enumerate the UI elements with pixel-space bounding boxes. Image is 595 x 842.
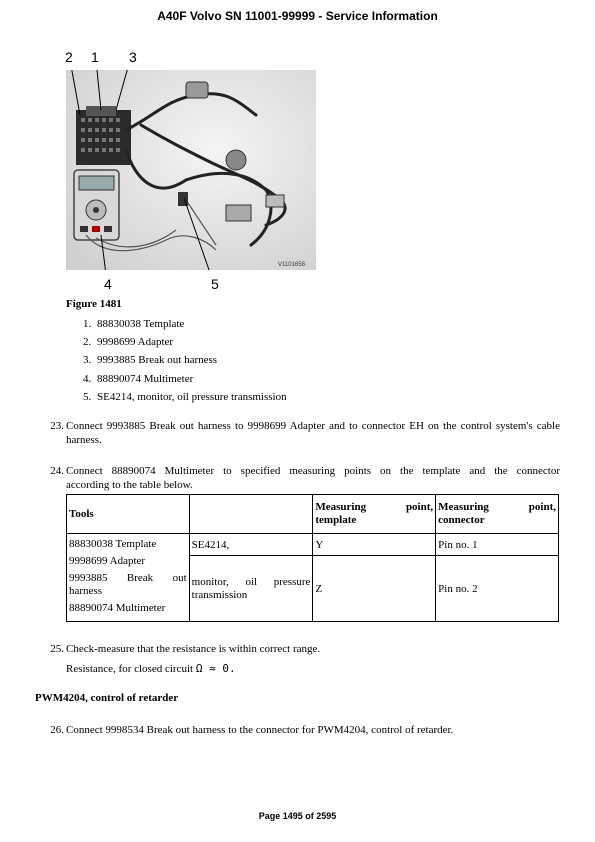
tools-table <box>66 494 559 622</box>
header-empty <box>189 495 313 534</box>
callout-3: 3 <box>129 49 137 65</box>
table-header-row <box>67 495 559 534</box>
step-23: 23. Connect 9993885 Break out harness to 9998699 Adapter and to connector EH on the control system's cable harness. <box>50 420 560 446</box>
figure-list-item: 3. 9993885 Break out harness <box>83 354 218 366</box>
template-point-1: Y <box>313 534 436 556</box>
wiring-photo <box>66 70 316 270</box>
figure-caption: Figure 1481 <box>66 298 122 310</box>
tool-item: 9998699 Adapter <box>69 555 146 567</box>
tool-item: 9993885 Break out harness <box>69 572 187 597</box>
tools-cell <box>67 534 190 622</box>
callout-2: 2 <box>65 49 73 65</box>
header-tools: Tools <box>67 495 190 534</box>
connector-point-1: Pin no. 1 <box>436 534 559 556</box>
callout-1: 1 <box>91 49 99 65</box>
tool-item: 88890074 Multimeter <box>69 602 166 614</box>
resistance-line: Resistance, for closed circuit Ω ≈ 0. <box>66 662 236 675</box>
template-block <box>76 106 131 165</box>
figure-list-item: 4. 88890074 Multimeter <box>83 373 194 385</box>
table-row <box>67 534 559 556</box>
step-26: 26. Connect 9998534 Break out harness to the connector for PWM4204, control of retarder. <box>50 724 454 736</box>
header-measuring-point-template: Measuring point, template <box>313 495 436 534</box>
figure-list-item: 1. 88830038 Template <box>83 318 185 330</box>
step-25: 25. Check-measure that the resistance is within correct range. <box>50 643 321 655</box>
step-24: 24. Connect 88890074 Multimeter to specified measuring points on the template and the connector according to the table below. <box>50 465 560 491</box>
multimeter <box>74 170 119 240</box>
connector-point-2: Pin no. 2 <box>436 556 559 622</box>
component-cell-1: SE4214, <box>189 534 313 556</box>
section-title: PWM4204, control of retarder <box>35 692 179 704</box>
figure-list-item: 2. 9998699 Adapter <box>83 336 174 348</box>
component-cell-2: monitor, oil pressure transmission <box>189 556 313 622</box>
page-footer: Page 1495 of 2595 <box>258 811 337 821</box>
callout-5: 5 <box>211 276 219 292</box>
template-point-2: Z <box>313 556 436 622</box>
page-header: A40F Volvo SN 11001-99999 - Service Information <box>157 9 438 23</box>
tool-item: 88830038 Template <box>69 538 157 550</box>
callout-4: 4 <box>104 276 112 292</box>
image-code: V1101658 <box>278 262 305 268</box>
header-measuring-point-connector: Measuring point, connector <box>436 495 559 534</box>
resistance-value: Ω ≈ 0. <box>195 662 236 675</box>
figure-list-item: 5. SE4214, monitor, oil pressure transmission <box>83 391 287 403</box>
